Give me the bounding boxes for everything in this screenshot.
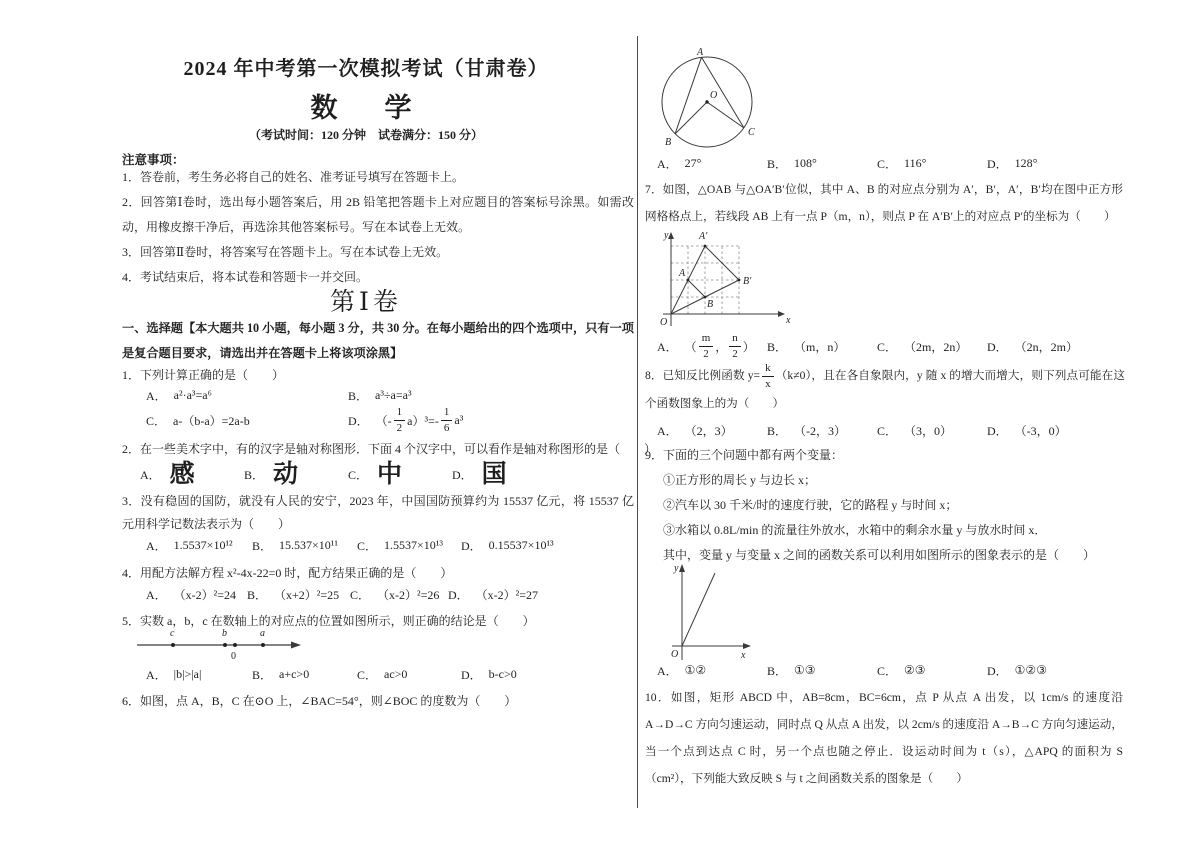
q1-option-c xyxy=(146,412,348,429)
q4-options-row xyxy=(146,586,552,603)
q6-stem: 6．如图，点 A，B，C 在⊙O 上，∠BAC=54°，则∠BOC 的度数为（ ） xyxy=(122,694,517,708)
q1-option-a xyxy=(146,387,348,404)
q6-option-d: D． 128° xyxy=(987,156,1038,171)
part1-heading: 第Ⅰ卷 xyxy=(330,289,402,316)
q1-stem: 1．下列计算正确的是（ ） xyxy=(122,368,285,382)
point-label-o: O xyxy=(710,90,718,101)
q9-graph-figure xyxy=(657,560,757,662)
point-label-c: C xyxy=(748,127,755,138)
option-label: B． xyxy=(348,389,369,403)
q7-options-row xyxy=(657,330,1097,362)
q5-number-line-figure xyxy=(133,624,308,664)
q3-stem: 3．没有稳固的国防，就没有人民的安宁，2023 年，中国国防预算约为 15537 亿元，将 15537 亿元用科学记数法表示为（ ） xyxy=(122,494,634,531)
notice-item-3: 3．回答第Ⅱ卷时，将答案写在答题卡上。写在本试卷上无效。 xyxy=(122,245,449,259)
fraction: $\frac{1}{2}$ xyxy=(394,407,406,434)
q1-option-d xyxy=(348,407,550,434)
q7-stem: 7．如图，△OAB 与△OA′B′位似，其中 A、B 的对应点分别为 A′，B′，A′，B′均在图中正方形网格格点上，若线段 AB 上有一点 P（m，n），则点 P 在 A′B′上的对应点 P′的坐标为（ ） xyxy=(645,183,1123,223)
axis-label-y: y xyxy=(674,563,679,574)
q8-option-c: C． （3，0） xyxy=(877,424,953,438)
option-text: a-（b-a）=2a-b xyxy=(173,413,250,428)
option-text-mid: a）³=- xyxy=(407,413,439,428)
notice-item-2: 2．回答第Ⅰ卷时，选出每小题答案后，用 2B 铅笔把答题卡上对应题目的答案标号涂黑。如需改动，用橡皮擦干净后，再选涂其他答案标号。写在本试卷上无效。 xyxy=(122,195,634,234)
q1-options-row-2 xyxy=(146,405,550,435)
axis-label-y: y xyxy=(664,230,669,241)
point-label-zero: 0 xyxy=(231,651,236,662)
column-divider xyxy=(637,36,638,808)
q4-stem: 4．用配方法解方程 x²-4x-22=0 时，配方结果正确的是（ ） xyxy=(122,566,453,580)
point-label-a: a xyxy=(260,628,265,639)
q10-stem: 10．如图，矩形 ABCD 中，AB=8cm，BC=6cm，点 P 从点 A 出发，以 1cm/s 的速度沿 A→D→C 方向匀速运动，同时点 Q 从点 A 出发，以 2cm/s 的速度沿 A→B→C 方向匀速运动，当一个点到达点 C 时，另一个点也随之停止．设运动时间为 t（s），△APQ 的面积为 S（cm²），下列能大致反映 S 与 t 之间函数关系的图象是（ ） xyxy=(645,691,1123,785)
q2-option-b: B． 动 xyxy=(244,459,299,488)
option-label: D． xyxy=(348,413,369,428)
q3-options-row xyxy=(146,537,571,554)
q4-option-b: B． （x+2）²=25 xyxy=(247,588,340,602)
q5-option-c: C． ac>0 xyxy=(357,667,408,682)
q7-option-d: D． （2n，2m） xyxy=(987,339,1079,354)
q1-options-row-1 xyxy=(146,387,550,404)
q2-stem: 2．在一些美术字中，有的汉字是轴对称图形．下面 4 个汉字中，可以看作是轴对称图形的是（ ） xyxy=(122,442,657,456)
q6-option-b: B． 108° xyxy=(767,156,817,171)
q5-option-d: D． b-c>0 xyxy=(461,667,517,682)
fraction: $\frac{1}{6}$ xyxy=(441,407,453,434)
q8-option-b: B． （-2，3） xyxy=(767,424,847,438)
q5-options-row xyxy=(146,666,565,683)
q7-option-b: B． （m，n） xyxy=(767,339,846,354)
q5-stem: 5．实数 a，b，c 在数轴上的对应点的位置如图所示，则正确的结论是（ ） xyxy=(122,614,535,628)
q9-option-a: A． ①② xyxy=(657,663,707,678)
point-label-o: O xyxy=(660,317,668,328)
q8-options-row xyxy=(657,422,1097,439)
q3-option-b: B． 15.537×10¹¹ xyxy=(252,538,338,553)
q9-option-b: B． ①③ xyxy=(767,663,816,678)
q5-option-a: A． |b|>|a| xyxy=(146,667,202,682)
origin-label: O xyxy=(671,649,679,660)
q9-sub-1: ①正方形的周长 y 与边长 x； xyxy=(663,473,817,487)
fraction: $\frac{n}{2}$ xyxy=(729,333,741,360)
exam-subject: 数 学 xyxy=(310,93,422,123)
point-label-b: B xyxy=(665,137,672,148)
q9-option-d: D． ①②③ xyxy=(987,663,1047,678)
notice-title: 注意事项： xyxy=(122,153,185,167)
q6-option-a: A． 27° xyxy=(657,156,702,171)
q1-option-b xyxy=(348,387,550,404)
q9-stem: 9．下面的三个问题中都有两个变量： xyxy=(645,448,844,462)
q6-options-row xyxy=(657,155,1097,172)
fraction: $\frac{k}{x}$ xyxy=(762,363,774,390)
exam-title: 2024 年中考第一次模拟考试（甘肃卷） xyxy=(183,58,549,80)
q9-sub-4: 其中，变量 y 与变量 x 之间的函数关系可以利用如图所示的图象表示的是（ ） xyxy=(663,548,1096,562)
axis-label-x: x xyxy=(786,315,791,326)
section1-intro: 一、选择题【本大题共 10 小题，每小题 3 分，共 30 分。在每小题给出的四个选项中，只有一项是复合题目要求，请选出并在答题卡上将该项涂黑】 xyxy=(122,321,634,360)
option-label: A． xyxy=(146,389,167,403)
point-label-b-prime: B′ xyxy=(743,276,752,287)
point-label-c: c xyxy=(170,628,175,639)
option-label: C． xyxy=(146,413,167,428)
q7-option-c: C． （2m，2n） xyxy=(877,339,968,354)
option-text-pre: （- xyxy=(375,413,392,428)
point-label-b: B xyxy=(707,299,714,310)
q9-options-row xyxy=(657,662,1097,679)
notice-list xyxy=(122,165,634,290)
q2-option-a: A． 感 xyxy=(140,459,195,488)
number-line-arrow xyxy=(291,642,301,649)
option-text: a³÷a=a³ xyxy=(375,388,412,402)
notice-item-1: 1．答卷前，考生务必将自己的姓名、准考证号填写在答题卡上。 xyxy=(122,170,465,184)
q2-option-d: D． 国 xyxy=(452,459,507,488)
q7-option-a: A． （ $\frac{m}{2}$ ， $\frac{n}{2}$ ） xyxy=(657,331,755,360)
q7-grid-figure xyxy=(655,228,793,331)
q8-stem: 8．已知反比例函数 y= $\frac{k}{x}$ （k≠0），且在各自象限内，y 随 x 的增大而增大，则下列点可能在这个函数图象上的为（ ） xyxy=(645,361,1125,410)
fraction: $\frac{m}{2}$ xyxy=(699,333,714,360)
q9-sub-3: ③水箱以 0.8L/min 的流量往外放水，水箱中的剩余水量 y 与放水时间 x． xyxy=(663,523,1047,537)
option-text: a²·a³=a⁶ xyxy=(173,388,212,402)
point-label-b: b xyxy=(222,628,227,639)
q8-option-d: D． （-3，0） xyxy=(987,424,1067,438)
q4-option-c: C． （x-2）²=26 xyxy=(350,588,440,602)
q3-option-c: C． 1.5537×10¹³ xyxy=(357,538,443,553)
exam-meta: （考试时间：120 分钟 试卷满分：150 分） xyxy=(248,128,483,142)
option-text-post: a³ xyxy=(454,412,464,427)
point-label-a: A xyxy=(679,268,686,279)
q2-option-c: C． 中 xyxy=(348,459,403,488)
q3-option-d: D． 0.15537×10¹³ xyxy=(461,538,554,553)
point-label-a-prime: A′ xyxy=(699,231,708,242)
q3-option-a: A． 1.5537×10¹² xyxy=(146,538,233,553)
q6-option-c: C． 116° xyxy=(877,156,927,171)
point-label-a: A xyxy=(697,47,704,58)
q9-sub-2: ②汽车以 30 千米/时的速度行驶，它的路程 y 与时间 x； xyxy=(663,498,958,512)
q2-options-row xyxy=(140,458,556,490)
q6-circle-figure xyxy=(655,46,760,156)
q9-option-c: C． ②③ xyxy=(877,663,926,678)
q8-option-a: A． （2，3） xyxy=(657,424,733,438)
q4-option-d: D． （x-2）²=27 xyxy=(448,588,539,602)
q5-option-b: B． a+c>0 xyxy=(252,667,310,682)
q4-option-a: A． （x-2）²=24 xyxy=(146,588,237,602)
notice-item-4: 4．考试结束后，将本试卷和答题卡一并交回。 xyxy=(122,270,369,284)
axis-label-x: x xyxy=(741,650,746,661)
